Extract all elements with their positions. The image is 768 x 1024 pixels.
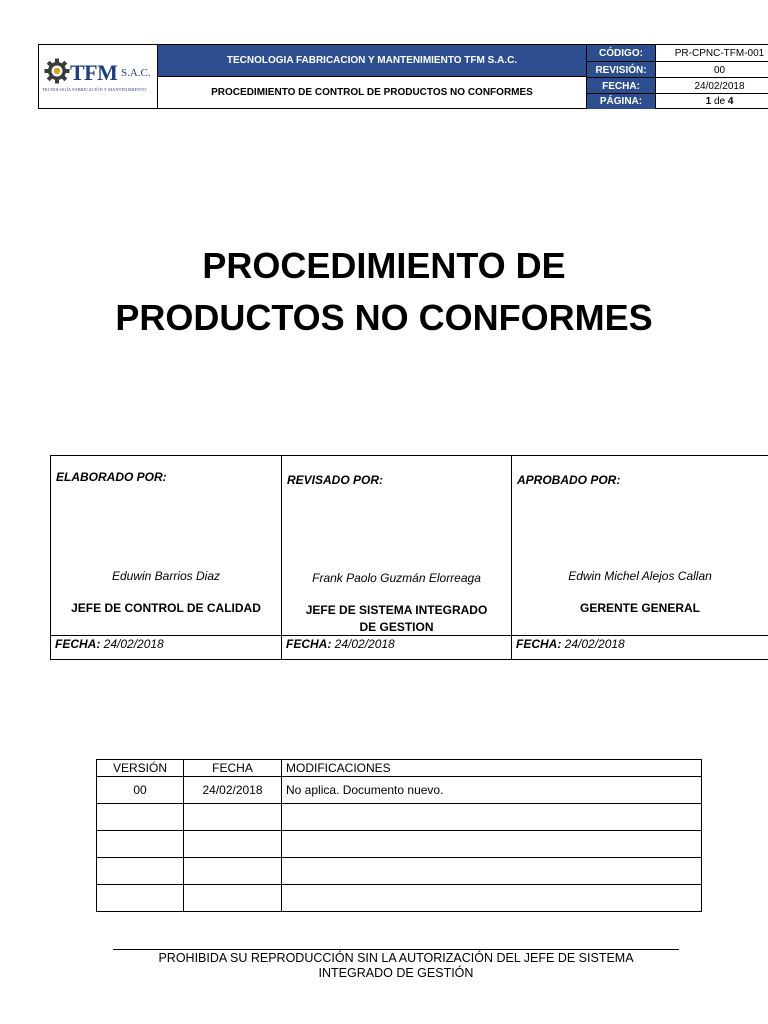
cell-fecha <box>184 858 282 885</box>
approval-role: JEFE DE SISTEMA INTEGRADO DE GESTION <box>305 603 488 634</box>
approval-date-elaborado <box>51 636 282 660</box>
approval-aprobado <box>512 456 768 635</box>
column-header-modificaciones: MODIFICACIONES <box>282 760 702 777</box>
table-row <box>97 885 702 912</box>
cell-fecha <box>184 831 282 858</box>
cell-modificaciones <box>282 831 702 858</box>
approval-person: Eduwin Barrios Diaz <box>111 569 221 583</box>
approval-date-revisado <box>282 636 512 660</box>
meta-codigo <box>587 45 768 61</box>
approval-label: REVISADO POR: <box>287 473 384 487</box>
document-title <box>0 240 768 344</box>
cell-modificaciones <box>282 804 702 831</box>
codigo-label: CÓDIGO: <box>587 45 656 61</box>
cell-modificaciones <box>282 858 702 885</box>
approval-elaborado <box>51 456 282 635</box>
approval-date-aprobado <box>512 636 768 660</box>
cell-fecha <box>184 885 282 912</box>
version-history-table <box>96 759 702 912</box>
title-line-1: PROCEDIMIENTO DE <box>202 245 566 286</box>
meta-revision <box>587 61 768 78</box>
cell-version <box>97 804 184 831</box>
footer-line-2: INTEGRADO DE GESTIÓN <box>318 966 474 980</box>
cell-fecha <box>184 804 282 831</box>
footer-notice <box>113 951 679 981</box>
approval-dates <box>51 635 768 660</box>
revision-value: 00 <box>713 64 726 76</box>
company-name: TECNOLOGIA FABRICACION Y MANTENIMIENTO TFM S.A.C. <box>158 45 586 77</box>
cell-version <box>97 858 184 885</box>
table-row <box>97 831 702 858</box>
date-label: FECHA: <box>55 637 101 651</box>
pagina-total: 4 <box>727 96 734 107</box>
procedure-name: PROCEDIMIENTO DE CONTROL DE PRODUCTOS NO CONFORMES <box>211 87 533 98</box>
cell-fecha: 24/02/2018 <box>184 777 282 804</box>
column-header-version: VERSIÓN <box>97 760 184 777</box>
approval-label: APROBADO POR: <box>517 473 621 487</box>
approval-person: Frank Paolo Guzmán Elorreaga <box>312 571 481 585</box>
footer-line-1: PROHIBIDA SU REPRODUCCIÓN SIN LA AUTORIZACIÓN DEL JEFE DE SISTEMA <box>158 951 634 965</box>
approval-person: Edwin Michel Alejos Callan <box>568 569 712 583</box>
cell-version: 00 <box>97 777 184 804</box>
fecha-value: 24/02/2018 <box>694 80 745 92</box>
cell-modificaciones <box>282 885 702 912</box>
pagina-current: 1 <box>705 96 712 107</box>
date-value: 24/02/2018 <box>334 637 395 651</box>
pagina-value <box>656 94 768 109</box>
table-header-row <box>97 760 702 777</box>
date-value: 24/02/2018 <box>564 637 625 651</box>
cell-version <box>97 885 184 912</box>
table-row <box>97 777 702 804</box>
fecha-label: FECHA: <box>587 78 656 94</box>
cell-version <box>97 831 184 858</box>
meta-pagina <box>587 93 768 109</box>
footer-divider <box>113 949 679 950</box>
date-label: FECHA: <box>516 637 562 651</box>
meta-fecha <box>587 77 768 94</box>
title-line-2: PRODUCTOS NO CONFORMES <box>115 297 653 338</box>
revision-label: REVISIÓN: <box>587 62 656 78</box>
column-header-fecha: FECHA <box>184 760 282 777</box>
approval-revisado <box>282 456 512 635</box>
logo-suffix: S.A.C. <box>121 67 151 79</box>
date-value: 24/02/2018 <box>103 637 164 651</box>
logo-wordmark: TFM <box>70 60 118 85</box>
pagina-of: de <box>713 96 726 107</box>
pagina-label: PÁGINA: <box>587 94 656 109</box>
approval-role: JEFE DE CONTROL DE CALIDAD <box>71 601 261 615</box>
document-header <box>38 44 768 109</box>
codigo-value: PR-CPNC-TFM-001 <box>674 47 765 59</box>
logo-subtitle: TECNOLOGÍA FABRICACIÓN Y MANTENIMIENTO <box>42 87 147 92</box>
company-logo <box>39 45 158 108</box>
table-row <box>97 858 702 885</box>
table-row <box>97 804 702 831</box>
document-meta <box>586 45 768 108</box>
approval-table <box>50 455 768 660</box>
approval-role: GERENTE GENERAL <box>579 601 700 615</box>
date-label: FECHA: <box>286 637 332 651</box>
gear-icon <box>44 58 70 84</box>
cell-modificaciones: No aplica. Documento nuevo. <box>282 777 702 804</box>
approval-label: ELABORADO POR: <box>56 470 167 484</box>
